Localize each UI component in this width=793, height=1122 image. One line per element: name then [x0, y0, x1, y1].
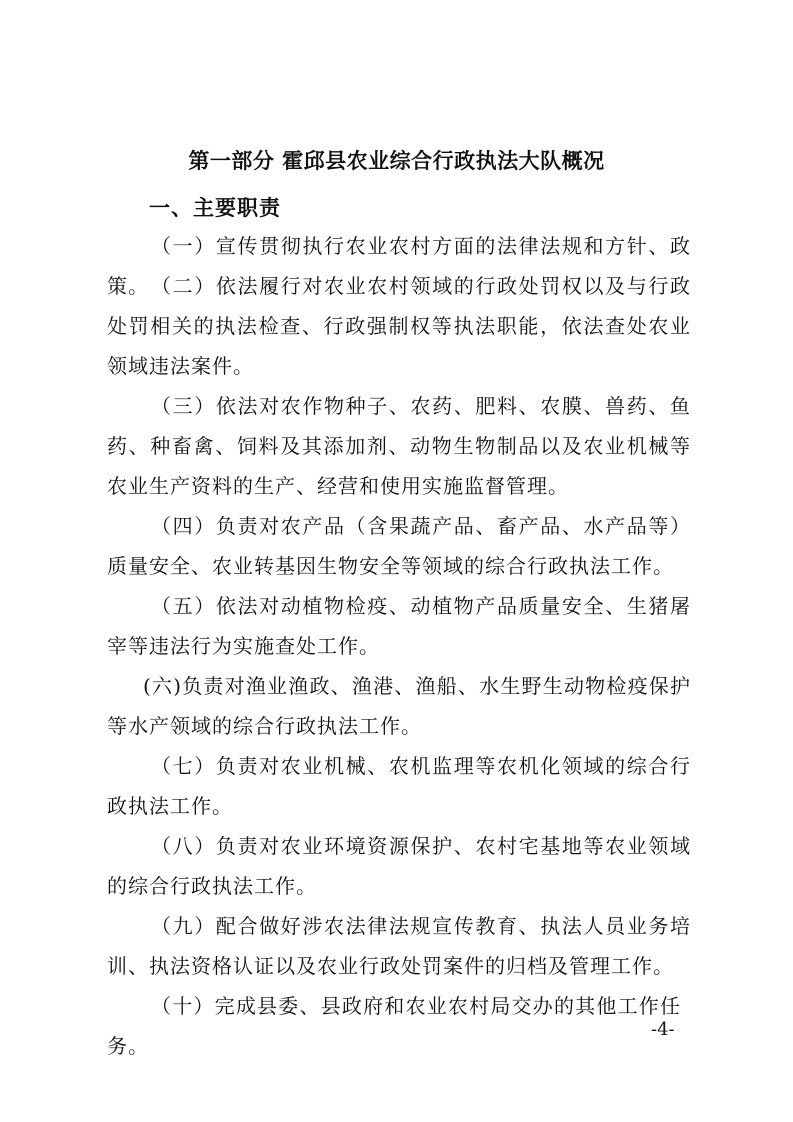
duty-item-6: (六)负责对渔业渔政、渔港、渔船、水生野生动物检疫保护等水产领域的综合行政执法工作。	[107, 674, 691, 738]
duty-item-2: （二）依法履行对农业农村领域的行政处罚权以及与行政处罚相关的执法检查、行政强制权等执法职能，依法查处农业领域违法案件。	[107, 274, 691, 378]
duty-item-3: （三）依法对农作物种子、农药、肥料、农膜、兽药、鱼药、种畜禽、饲料及其添加剂、动物生物制品以及农业机械等农业生产资料的生产、经营和使用实施监督管理。	[107, 394, 691, 498]
duty-item-4: （四）负责对农产品（含果蔬产品、畜产品、水产品等）质量安全、农业转基因生物安全等领域的综合行政执法工作。	[107, 514, 691, 578]
duty-item-9: （九）配合做好涉农法律法规宣传教育、执法人员业务培训、执法资格认证以及农业行政处罚案件的归档及管理工作。	[107, 914, 691, 978]
duty-item-5: （五）依法对动植物检疫、动植物产品质量安全、生猪屠宰等违法行为实施查处工作。	[107, 594, 691, 658]
duty-item-1: （一）宣传贯彻执行农业农村方面的法律法规和方针、政策。	[107, 234, 691, 298]
duty-item-10: （十）完成县委、县政府和农业农村局交办的其他工作任务。	[107, 994, 681, 1058]
duty-item-8: （八）负责对农业环境资源保护、农村宅基地等农业领域的综合行政执法工作。	[107, 834, 691, 898]
page-number: -4-	[651, 1019, 675, 1040]
duty-item-7: （七）负责对农业机械、农机监理等农机化领域的综合行政执法工作。	[107, 754, 691, 818]
page-title: 第一部分 霍邱县农业综合行政执法大队概况	[188, 149, 605, 173]
section-heading: 一、主要职责	[149, 196, 281, 220]
